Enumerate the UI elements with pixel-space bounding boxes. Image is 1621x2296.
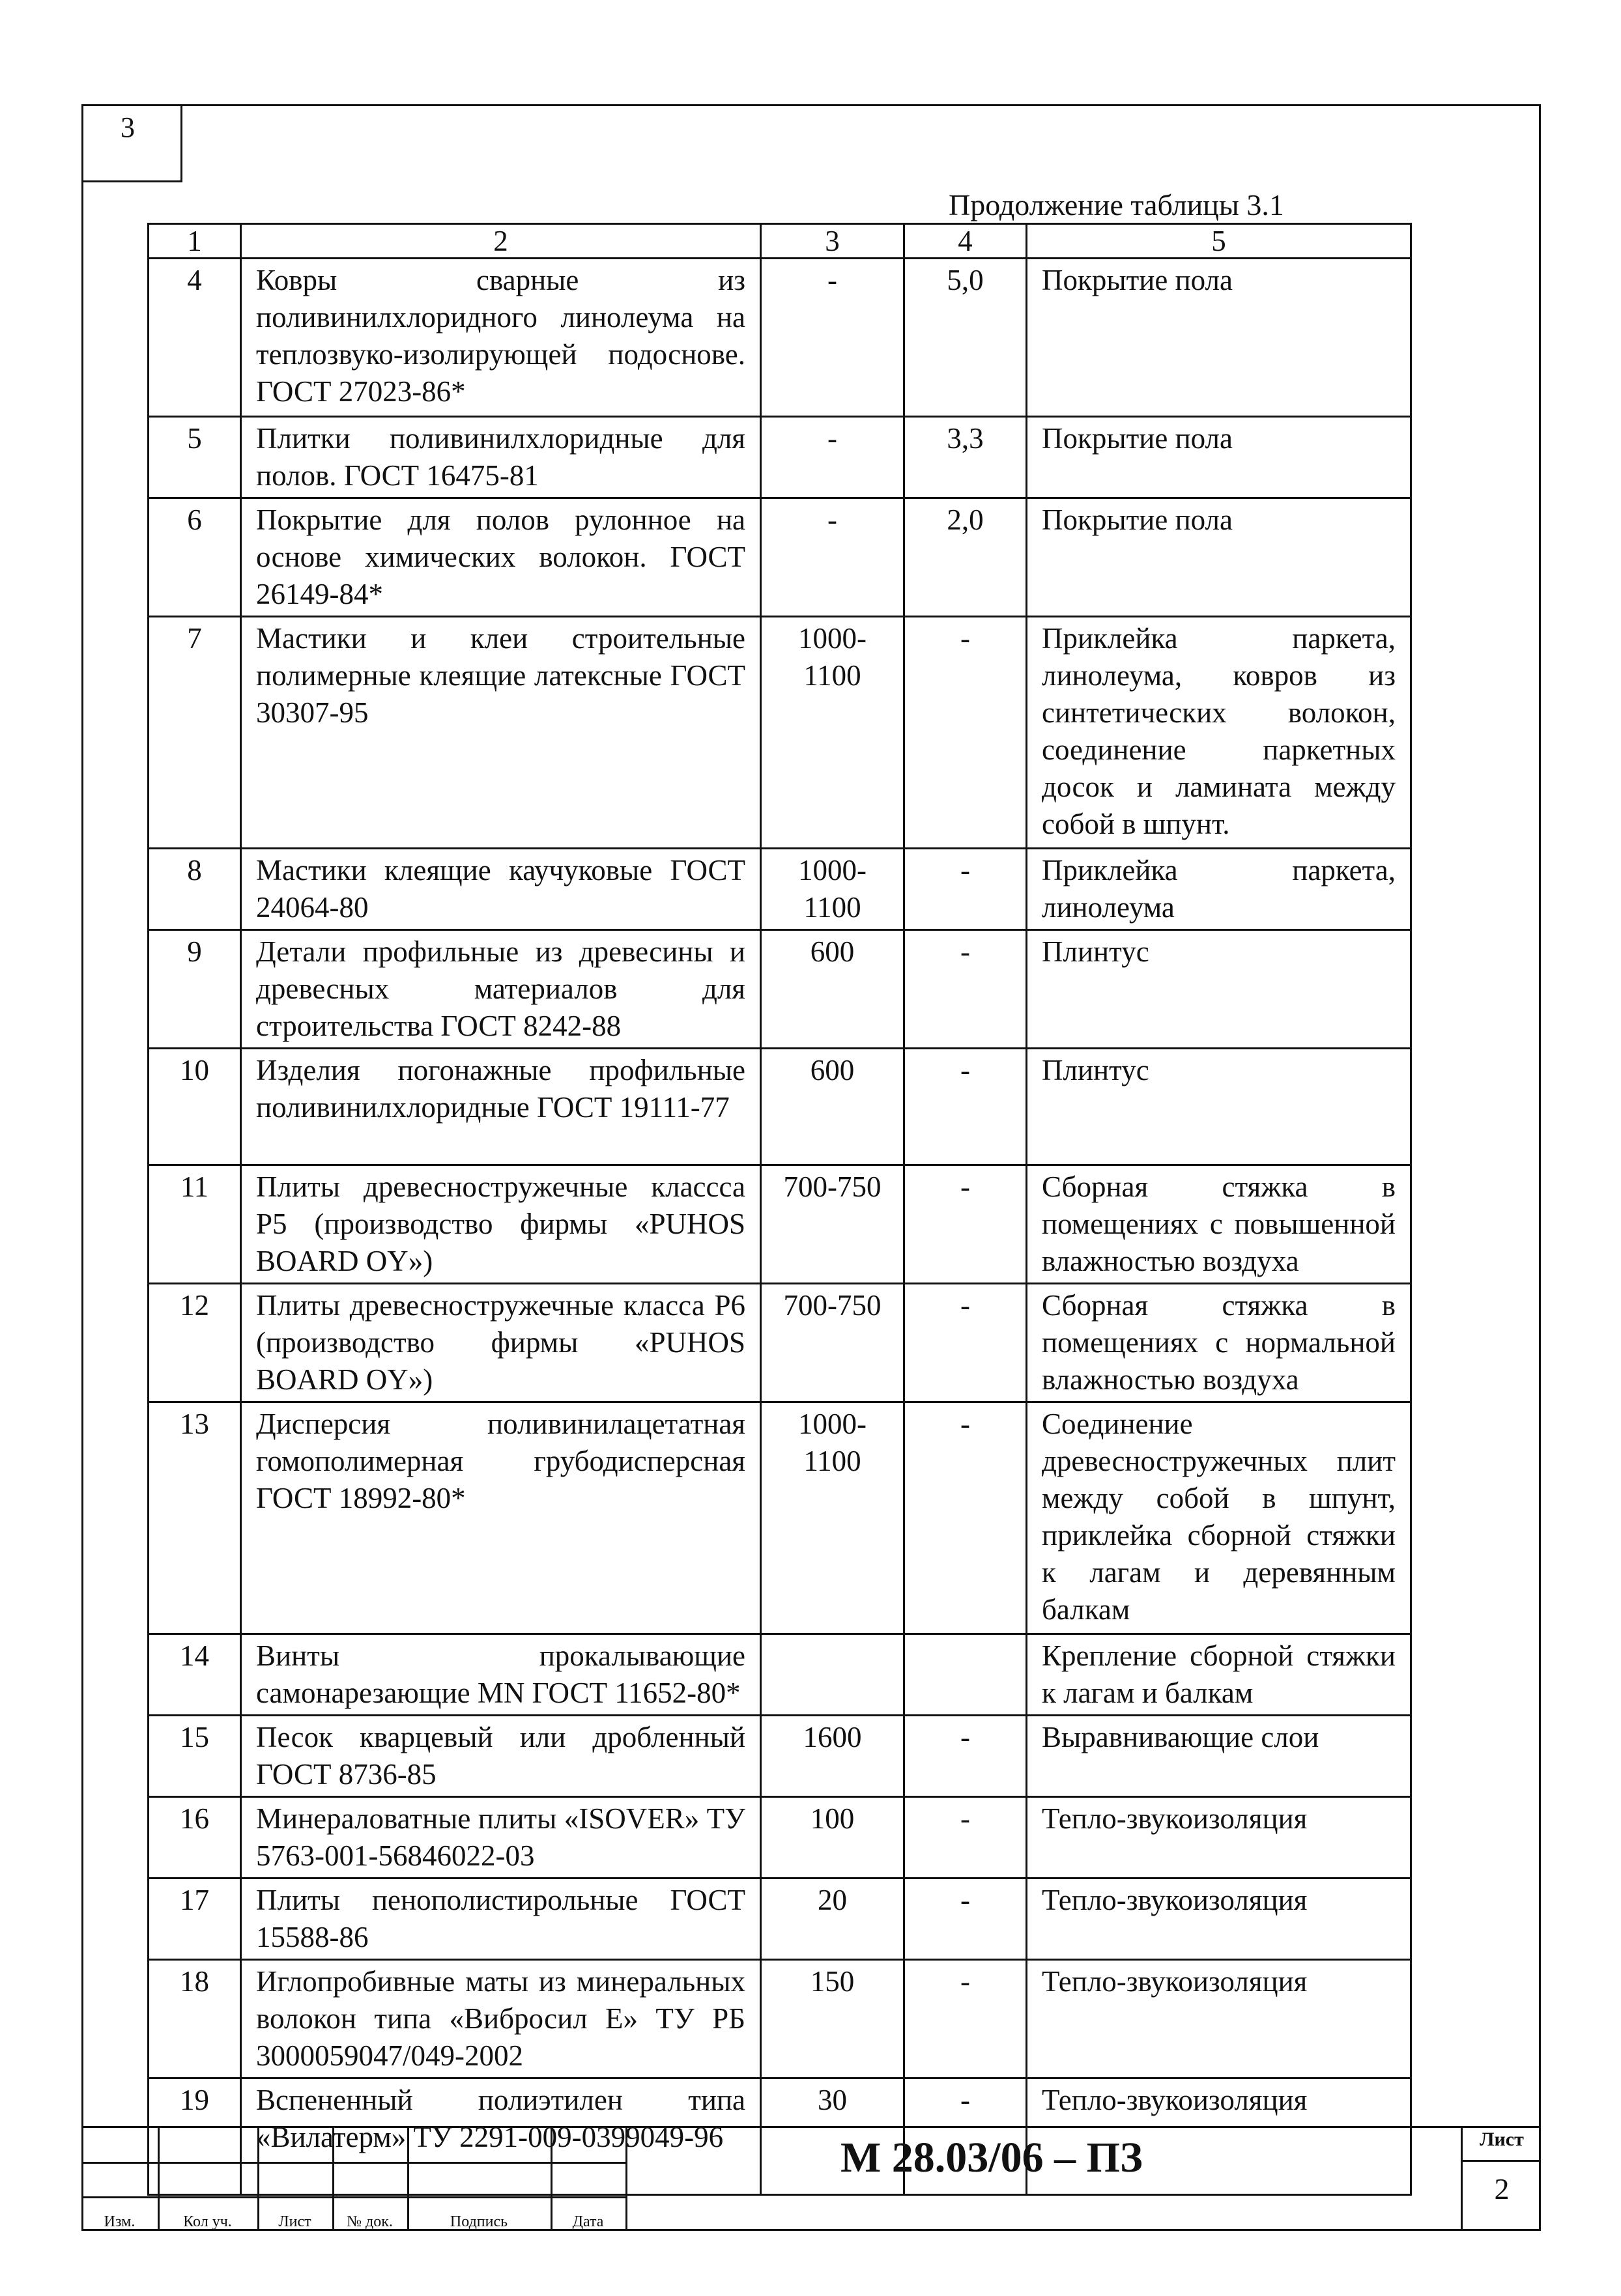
- table-cell-name: Плиты древесностружечные класса Р6 (производство фирмы «PUHOS BOARD OY»): [241, 1284, 761, 1402]
- table-row: [149, 1634, 1411, 1716]
- table-cell-use: Сборная стяжка в помещениях с нормальной влажностью воздуха: [1027, 1284, 1411, 1402]
- column-header: 1: [149, 224, 241, 259]
- table-cell-c4: -: [904, 1284, 1027, 1402]
- table-cell-use: Тепло-звукоизоляция: [1027, 1960, 1411, 2078]
- table-caption: Продолжение таблицы 3.1: [949, 188, 1284, 221]
- table-cell-c3: [761, 1634, 904, 1716]
- corner-number: 3: [81, 104, 182, 182]
- table-cell-n: 19: [149, 2078, 241, 2195]
- table-row: [149, 849, 1411, 930]
- title-block: [81, 2126, 1541, 2231]
- table-cell-use: Сборная стяжка в помещениях с повышенной влажностью воздуха: [1027, 1165, 1411, 1284]
- table-cell-name: Ковры сварные из поливинилхлоридного линолеума на теплозвуко-изолирующей подоснове. ГОСТ 27023-86*: [241, 259, 761, 417]
- stamp-divider: [625, 2128, 627, 2231]
- table-cell-c3: 30: [761, 2078, 904, 2195]
- table-cell-use: Соединение древесностружечных плит между собой в шпунт, приклейка сборной стяжки к лагам и деревянным балкам: [1027, 1402, 1411, 1634]
- table-row: [149, 1049, 1411, 1165]
- table-cell-c3: 1600: [761, 1716, 904, 1797]
- table-cell-c3: 600: [761, 930, 904, 1049]
- document-code: М 28.03/06 – ПЗ: [840, 2134, 1143, 2181]
- column-header: 2: [241, 224, 761, 259]
- sheet-label: Лист: [1480, 2129, 1524, 2150]
- table-cell-c4: -: [904, 930, 1027, 1049]
- table-cell-c3: 700-750: [761, 1165, 904, 1284]
- table-cell-name: Детали профильные из древесины и древесных материалов для строительства ГОСТ 8242-88: [241, 930, 761, 1049]
- table-cell-c3: -: [761, 417, 904, 498]
- table-cell-c3: 150: [761, 1960, 904, 2078]
- table-cell-c3: 600: [761, 1049, 904, 1165]
- table-cell-name: Винты прокалывающие самонарезающие MN ГОСТ 11652-80*: [241, 1634, 761, 1716]
- stamp-label: Кол уч.: [183, 2213, 232, 2230]
- table-cell-c3: -: [761, 259, 904, 417]
- table-cell-n: 5: [149, 417, 241, 498]
- table-cell-c4: -: [904, 849, 1027, 930]
- stamp-label: Лист: [278, 2213, 311, 2230]
- sheet-box: [1461, 2126, 1541, 2231]
- table-cell-c3: 1000-1100: [761, 1402, 904, 1634]
- table-cell-use: Приклейка паркета, линолеума: [1027, 849, 1411, 930]
- table-row: [149, 1797, 1411, 1878]
- table-cell-use: Тепло-звукоизоляция: [1027, 2078, 1411, 2195]
- table-cell-c3: -: [761, 498, 904, 617]
- table-cell-name: Иглопробивные маты из минеральных волокон типа «Вибросил Е» ТУ РБ 3000059047/049-2002: [241, 1960, 761, 2078]
- table-cell-name: Плиты древесностружечные классса Р5 (производство фирмы «PUHOS BOARD OY»): [241, 1165, 761, 1284]
- sheet-number: 2: [1494, 2172, 1510, 2205]
- table-cell-name: Вспененный полиэтилен типа «Вилатерм» ТУ 2291-009-0399049-96: [241, 2078, 761, 2195]
- table-row: [149, 617, 1411, 849]
- table-row: [149, 498, 1411, 617]
- table-row: [149, 1165, 1411, 1284]
- table-cell-n: 18: [149, 1960, 241, 2078]
- table-cell-c4: 5,0: [904, 259, 1027, 417]
- table-cell-name: Песок кварцевый или дробленный ГОСТ 8736-85: [241, 1716, 761, 1797]
- table-row: [149, 1402, 1411, 1634]
- table-cell-name: Изделия погонажные профильные поливинилхлоридные ГОСТ 19111-77: [241, 1049, 761, 1165]
- stamp-label: Дата: [572, 2213, 604, 2230]
- column-header: 5: [1027, 224, 1411, 259]
- table-cell-c3: 700-750: [761, 1284, 904, 1402]
- table-cell-use: Покрытие пола: [1027, 259, 1411, 417]
- table-cell-c4: 3,3: [904, 417, 1027, 498]
- table-cell-c3: 1000-1100: [761, 617, 904, 849]
- sheet-divider: [1463, 2160, 1541, 2162]
- table-row: [149, 1960, 1411, 2078]
- table-cell-name: Плитки поливинилхлоридные для полов. ГОСТ 16475-81: [241, 417, 761, 498]
- table-cell-name: Дисперсия поливинилацетатная гомополимерная грубодисперсная ГОСТ 18992-80*: [241, 1402, 761, 1634]
- table-cell-n: 7: [149, 617, 241, 849]
- table-row: [149, 930, 1411, 1049]
- table-row: [149, 417, 1411, 498]
- table-cell-c4: -: [904, 1049, 1027, 1165]
- table-cell-use: Плинтус: [1027, 1049, 1411, 1165]
- table-cell-name: Мастики клеящие каучуковые ГОСТ 24064-80: [241, 849, 761, 930]
- table-cell-n: 14: [149, 1634, 241, 1716]
- table-cell-use: Крепление сборной стяжки к лагам и балкам: [1027, 1634, 1411, 1716]
- materials-table: [147, 223, 1412, 2196]
- table-cell-c3: 100: [761, 1797, 904, 1878]
- table-cell-c4: [904, 1634, 1027, 1716]
- table-cell-c4: -: [904, 1878, 1027, 1960]
- stamp-divider: [81, 2162, 625, 2164]
- table-cell-c3: 20: [761, 1878, 904, 1960]
- table-cell-n: 16: [149, 1797, 241, 1878]
- table-cell-c4: -: [904, 617, 1027, 849]
- table-cell-use: Выравнивающие слои: [1027, 1716, 1411, 1797]
- stamp-label: Изм.: [104, 2213, 136, 2230]
- table-cell-n: 12: [149, 1284, 241, 1402]
- table-cell-name: Минераловатные плиты «ISOVER» ТУ 5763-001-56846022-03: [241, 1797, 761, 1878]
- table-cell-use: Тепло-звукоизоляция: [1027, 1878, 1411, 1960]
- table-cell-c3: 1000-1100: [761, 849, 904, 930]
- table-cell-use: Покрытие пола: [1027, 417, 1411, 498]
- table-cell-n: 4: [149, 259, 241, 417]
- table-cell-n: 15: [149, 1716, 241, 1797]
- stamp-divider: [81, 2196, 625, 2198]
- table-cell-c4: -: [904, 1165, 1027, 1284]
- table-cell-n: 8: [149, 849, 241, 930]
- table-cell-n: 17: [149, 1878, 241, 1960]
- table-cell-c4: -: [904, 1716, 1027, 1797]
- table-cell-use: Тепло-звукоизоляция: [1027, 1797, 1411, 1878]
- table-cell-name: Покрытие для полов рулонное на основе химических волокон. ГОСТ 26149-84*: [241, 498, 761, 617]
- table-cell-n: 9: [149, 930, 241, 1049]
- table-cell-n: 11: [149, 1165, 241, 1284]
- table-cell-c4: -: [904, 1402, 1027, 1634]
- table-cell-name: Плиты пенополистирольные ГОСТ 15588-86: [241, 1878, 761, 1960]
- table-row: [149, 1878, 1411, 1960]
- table-row: [149, 1716, 1411, 1797]
- table-row: [149, 259, 1411, 417]
- stamp-label: № док.: [347, 2213, 393, 2230]
- stamp-label: Подпись: [450, 2213, 508, 2230]
- table-cell-n: 10: [149, 1049, 241, 1165]
- table-cell-n: 6: [149, 498, 241, 617]
- table-cell-c4: -: [904, 1960, 1027, 2078]
- column-header: 3: [761, 224, 904, 259]
- table-cell-c4: -: [904, 2078, 1027, 2195]
- table-cell-c4: -: [904, 1797, 1027, 1878]
- table-row: [149, 1284, 1411, 1402]
- table-cell-use: Покрытие пола: [1027, 498, 1411, 617]
- table-cell-name: Мастики и клеи строительные полимерные клеящие латексные ГОСТ 30307-95: [241, 617, 761, 849]
- column-header: 4: [904, 224, 1027, 259]
- table-cell-use: Приклейка паркета, линолеума, ковров из синтетических волокон, соединение паркетных досок и ламината между собой в шпунт.: [1027, 617, 1411, 849]
- table-cell-n: 13: [149, 1402, 241, 1634]
- table-cell-use: Плинтус: [1027, 930, 1411, 1049]
- table-cell-c4: 2,0: [904, 498, 1027, 617]
- table-header-row: [149, 224, 1411, 259]
